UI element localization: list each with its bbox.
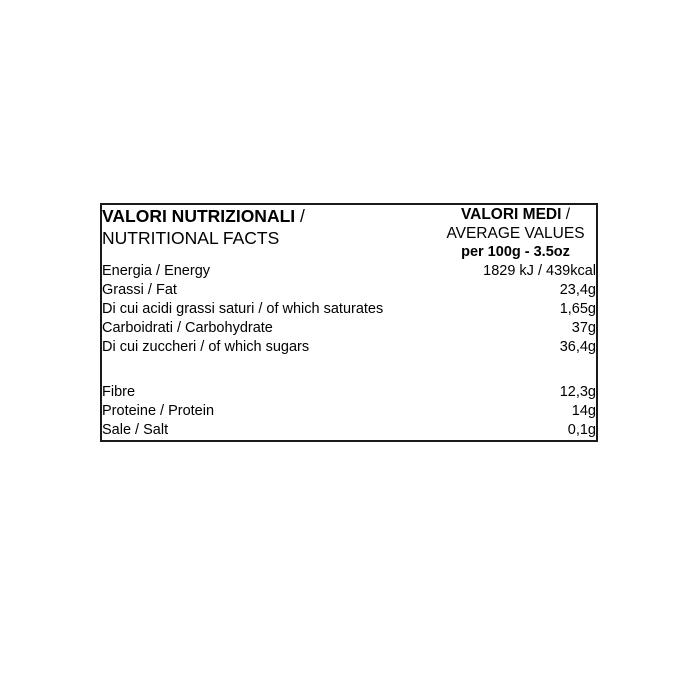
row-label-fibre	[102, 383, 435, 402]
row-label-text: Grassi / Fat	[102, 282, 177, 298]
row-value-text: 23,4g	[559, 282, 596, 298]
row-label-protein	[102, 402, 435, 421]
row-label-text: Sale / Salt	[102, 422, 169, 438]
row-sublabel-saturates: Di cui acidi grassi saturi / of which saturates	[102, 301, 384, 317]
table-row	[102, 421, 596, 440]
row-label-text: Carboidrati / Carbohydrate	[102, 320, 273, 336]
row-value-carbohydrate	[435, 319, 596, 383]
row-value-text: 12,3g	[559, 384, 596, 400]
row-label-fat	[102, 281, 435, 319]
table-row	[102, 262, 596, 281]
header-values-line-primary	[435, 205, 596, 224]
header-cell-values	[435, 205, 596, 262]
header-values-separator: /	[561, 206, 571, 223]
row-value-salt	[435, 421, 596, 440]
row-label-salt	[102, 421, 435, 440]
header-values-basis: per 100g - 3.5oz	[461, 244, 570, 260]
table-row	[102, 281, 596, 319]
table-row	[102, 402, 596, 421]
row-value-protein	[435, 402, 596, 421]
row-value-text: 37g	[571, 320, 596, 336]
row-value-fibre	[435, 383, 596, 402]
row-label-text: Energia / Energy	[102, 263, 211, 279]
row-label-energy	[102, 262, 435, 281]
row-sublabel-sugars: Di cui zuccheri / of which sugars	[102, 339, 310, 355]
row-value-fat	[435, 281, 596, 319]
header-title-separator: /	[295, 206, 305, 226]
table-row	[102, 319, 596, 383]
nutrition-table-grid	[102, 205, 596, 440]
header-values-english: AVERAGE VALUES	[446, 225, 585, 242]
row-label-text: Proteine / Protein	[102, 403, 215, 419]
header-title-line-primary	[102, 205, 435, 227]
header-cell-title	[102, 205, 435, 262]
table-row	[102, 383, 596, 402]
row-subvalue-saturates: 1,65g	[559, 301, 596, 317]
header-title-italian: VALORI NUTRIZIONALI	[102, 206, 296, 226]
header-title-english: NUTRITIONAL FACTS	[102, 228, 280, 248]
row-value-energy	[435, 262, 596, 281]
row-value-text: 1829 kJ / 439kcal	[483, 263, 596, 279]
row-subvalue-sugars: 36,4g	[559, 339, 596, 355]
header-values-italian: VALORI MEDI	[460, 206, 562, 223]
table-header-row	[102, 205, 596, 262]
row-value-text: 0,1g	[567, 422, 596, 438]
row-value-text: 14g	[571, 403, 596, 419]
nutrition-facts-table	[100, 203, 598, 442]
row-label-carbohydrate	[102, 319, 435, 383]
row-label-text: Fibre	[102, 384, 136, 400]
